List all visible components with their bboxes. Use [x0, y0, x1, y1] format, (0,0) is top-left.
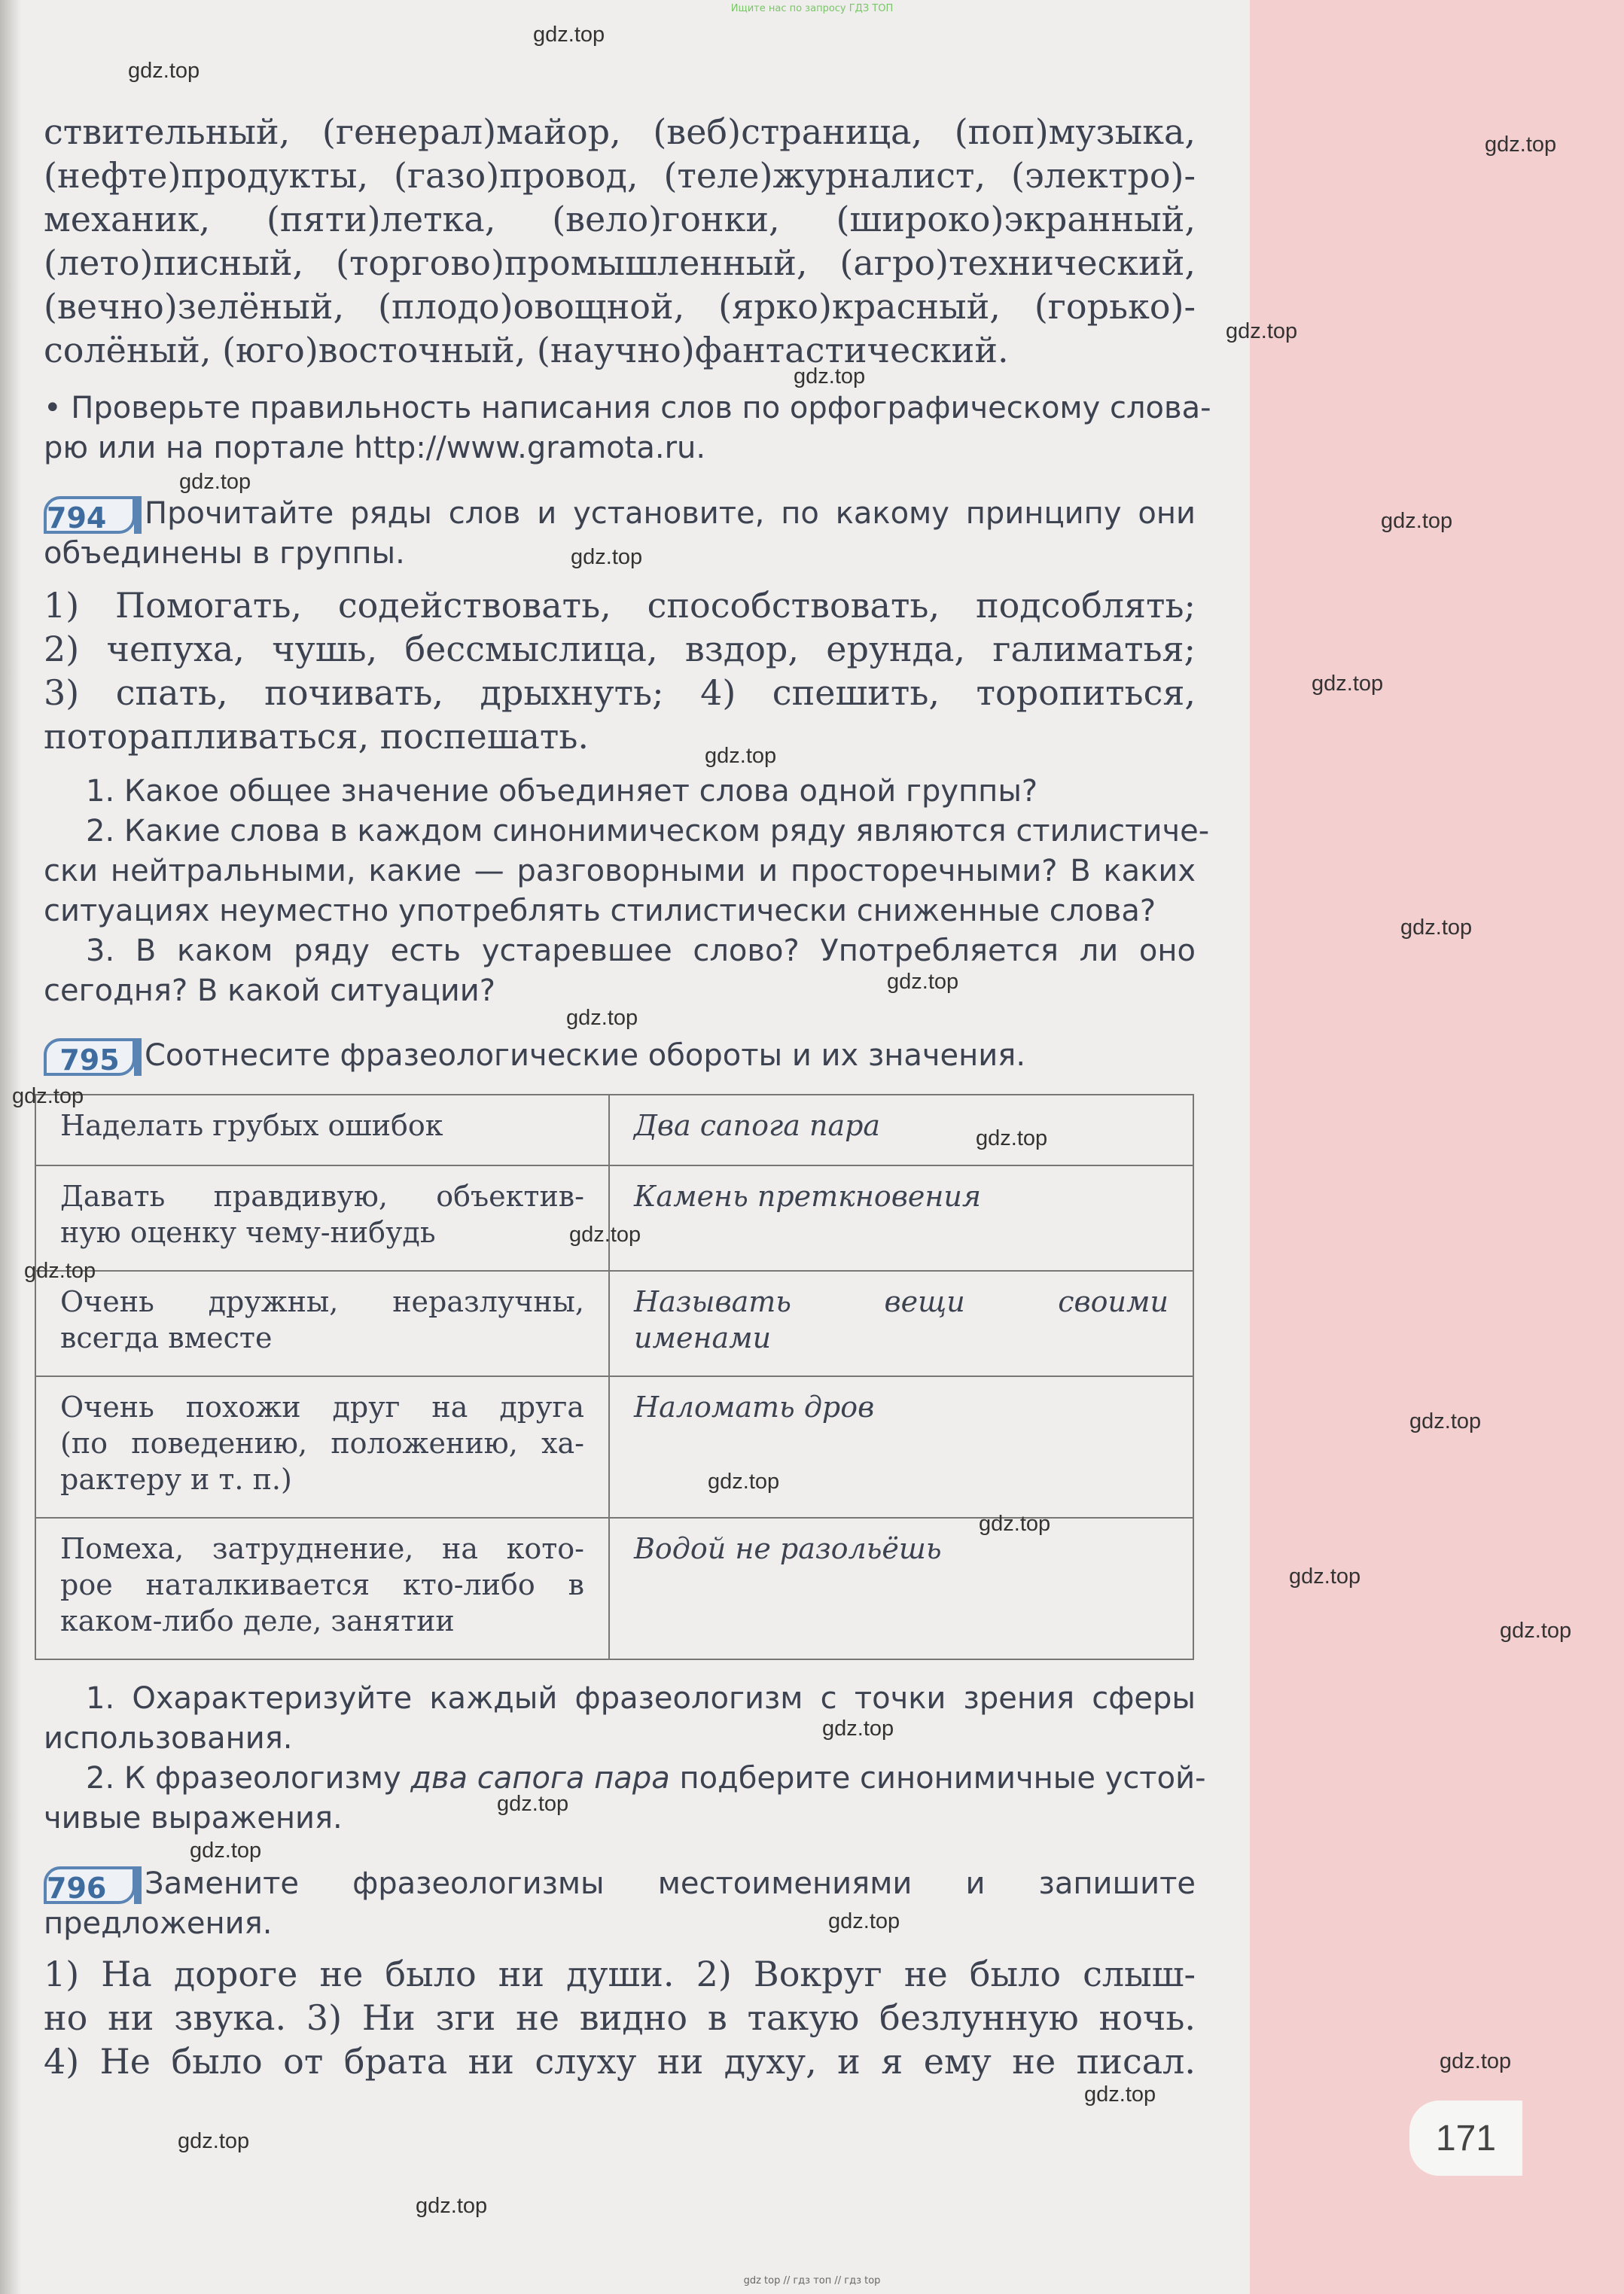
- exercise-795-task-text: Соотнесите фразеологические обороты и их значения.: [145, 1038, 1026, 1073]
- cell-text: Очень дружны, неразлучны,: [60, 1285, 584, 1318]
- question: использования.: [44, 1721, 293, 1756]
- question: 1. Какое общее значение объединяет слова одной группы?: [86, 774, 1038, 809]
- watermark: gdz.top: [497, 1792, 569, 1816]
- page-margin: [1250, 0, 1624, 2294]
- sentence-line: 4) Не было от брата ни слуху ни духу, и я ему не писал.: [44, 2041, 1196, 2082]
- question-text: 2. К фразеологизму: [86, 1761, 411, 1796]
- word-row: 3) спать, почивать, дрыхнуть; 4) спешить, торопиться,: [44, 672, 1196, 713]
- watermark: gdz.top: [24, 1259, 96, 1283]
- watermark: gdz.top: [887, 970, 959, 994]
- intro-line: (лето)писный, (торгово)промышленный, (агро)технический,: [44, 242, 1196, 283]
- exercise-794-task-line1: [44, 494, 1196, 534]
- cell-text: Водой не разольёшь: [634, 1532, 942, 1565]
- meaning-cell: [35, 1271, 609, 1376]
- exercise-796-task: [44, 1864, 1196, 1944]
- watermark: gdz.top: [416, 2194, 488, 2218]
- word-row: 1) Помогать, содействовать, способствовать, подсоблять;: [44, 585, 1196, 626]
- phraseology-table: [35, 1094, 1194, 1660]
- cell-text: рактеру и т. п.): [60, 1463, 292, 1496]
- watermark: gdz.top: [12, 1084, 84, 1108]
- question-text: подберите синонимичные устой-: [669, 1761, 1206, 1796]
- cell-text: (по поведению, положению, ха-: [60, 1427, 584, 1460]
- page-number: 171: [1409, 2101, 1522, 2176]
- phrase-cell: [609, 1165, 1193, 1271]
- watermark: gdz.top: [822, 1717, 894, 1741]
- intro-line: солёный, (юго)восточный, (научно)фантастический.: [44, 330, 1009, 370]
- phrase-cell: [609, 1376, 1193, 1518]
- watermark: gdz.top: [1440, 2049, 1512, 2073]
- meaning-cell: [35, 1095, 609, 1165]
- cell-text: Наломать дров: [634, 1391, 875, 1424]
- exercise-794-text: [44, 583, 1196, 758]
- check-note-line: • Проверьте правильность написания слов по орфографическому слова-: [44, 391, 1211, 425]
- exercise-795-task: [44, 1036, 1196, 1076]
- watermark: gdz.top: [1409, 1409, 1482, 1433]
- question: [44, 1759, 1206, 1799]
- exercise-794-task-text: Прочитайте ряды слов и установите, по какому принципу они: [145, 496, 1196, 531]
- watermark: gdz.top: [569, 1223, 641, 1247]
- watermark: gdz.top: [533, 23, 605, 47]
- cell-text: Называть вещи своими: [634, 1285, 1168, 1318]
- watermark: gdz.top: [979, 1512, 1051, 1536]
- exercise-number-badge: 794: [44, 496, 136, 534]
- watermark: gdz.top: [1400, 915, 1473, 940]
- check-note-line: рю или на портале http://www.gramota.ru.: [44, 431, 706, 465]
- table-row: [35, 1165, 1193, 1271]
- meaning-cell: [35, 1376, 609, 1518]
- watermark: gdz.top: [1500, 1619, 1572, 1643]
- watermark: gdz.top: [566, 1006, 638, 1030]
- cell-text: всегда вместе: [60, 1321, 273, 1354]
- intro-line: (нефте)продукты, (газо)провод, (теле)журналист, (электро)-: [44, 155, 1196, 196]
- meaning-cell: [35, 1165, 609, 1271]
- watermark: gdz.top: [128, 59, 200, 83]
- page-fold-shadow: [0, 0, 21, 2294]
- watermark: gdz.top: [571, 545, 643, 569]
- phrase-cell: [609, 1518, 1193, 1659]
- table-row: [35, 1271, 1193, 1376]
- watermark: gdz.top: [1312, 672, 1384, 696]
- question-italic: два сапога пара: [410, 1761, 670, 1796]
- exercise-796-text: [44, 1952, 1196, 2083]
- cell-text: ную оценку чему-нибудь: [60, 1216, 436, 1249]
- phrase-cell: [609, 1095, 1193, 1165]
- exercise-794-questions: [44, 772, 1210, 1011]
- exercise-795-questions: [44, 1679, 1206, 1839]
- cell-text: Наделать грубых ошибок: [60, 1109, 443, 1142]
- intro-line: (вечно)зелёный, (плодо)овощной, (ярко)красный, (горько)-: [44, 286, 1196, 327]
- word-row: 2) чепуха, чушь, бессмыслица, вздор, ерунда, галиматья;: [44, 629, 1196, 669]
- exercise-number-badge: 795: [44, 1038, 136, 1076]
- question: 2. Какие слова в каждом синонимическом ряду являются стилистиче-: [86, 814, 1210, 848]
- table-row: [35, 1518, 1193, 1659]
- intro-line: ствительный, (генерал)майор, (веб)страница, (поп)музыка,: [44, 111, 1196, 152]
- cell-text: Камень преткновения: [634, 1180, 982, 1213]
- exercise-795-task-line: [44, 1036, 1196, 1076]
- question: ситуациях неуместно употреблять стилистически сниженные слова?: [44, 894, 1156, 928]
- bottom-note: gdz top // гдз топ // гдз top: [743, 2275, 881, 2286]
- watermark: gdz.top: [190, 1839, 262, 1863]
- watermark: gdz.top: [1226, 319, 1298, 343]
- cell-text: каком-либо деле, занятии: [60, 1604, 455, 1637]
- question: сегодня? В какой ситуации?: [44, 973, 495, 1008]
- exercise-796-task-line1: [44, 1864, 1196, 1904]
- watermark: gdz.top: [708, 1470, 780, 1494]
- watermark: gdz.top: [1289, 1564, 1361, 1589]
- watermark: gdz.top: [178, 2129, 250, 2153]
- watermark: gdz.top: [705, 744, 777, 768]
- watermark: gdz.top: [976, 1126, 1048, 1150]
- exercise-794-task-line2: объединены в группы.: [44, 536, 405, 571]
- cell-text: Очень похожи друг на друга: [60, 1391, 584, 1424]
- question: 1. Охарактеризуйте каждый фразеологизм с точки зрения сферы: [86, 1681, 1196, 1716]
- watermark: gdz.top: [1381, 509, 1453, 533]
- sentence-line: но ни звука. 3) Ни зги не видно в такую безлунную ночь.: [44, 1997, 1196, 2038]
- intro-line: механик, (пяти)летка, (вело)гонки, (широко)экранный,: [44, 199, 1196, 239]
- exercise-796-task-line2: предложения.: [44, 1906, 273, 1941]
- watermark: gdz.top: [1485, 133, 1557, 157]
- exercise-number-badge: 796: [44, 1866, 136, 1904]
- question: 3. В каком ряду есть устаревшее слово? Употребляется ли оно: [86, 934, 1196, 968]
- question: ски нейтральными, какие — разговорными и просторечными? В каких: [44, 854, 1196, 888]
- question: чивые выражения.: [44, 1801, 343, 1836]
- intro-word-list: [44, 110, 1196, 372]
- cell-text: именами: [634, 1321, 772, 1354]
- sentence-line: 1) На дороге не было ни души. 2) Вокруг не было слыш-: [44, 1954, 1196, 1994]
- table-row: [35, 1376, 1193, 1518]
- check-note: [44, 388, 1211, 468]
- cell-text: Два сапога пара: [634, 1109, 881, 1142]
- watermark: gdz.top: [1084, 2082, 1156, 2107]
- cell-text: Давать правдивую, объектив-: [60, 1180, 584, 1213]
- watermark: gdz.top: [828, 1909, 900, 1933]
- watermark: gdz.top: [794, 364, 866, 388]
- exercise-796-task-text: Замените фразеологизмы местоимениями и запишите: [145, 1866, 1196, 1901]
- cell-text: рое наталкивается кто-либо в: [60, 1568, 584, 1601]
- cell-text: Помеха, затруднение, на кото-: [60, 1532, 584, 1565]
- meaning-cell: [35, 1518, 609, 1659]
- top-note: Ищите нас по запросу ГДЗ ТОП: [730, 3, 894, 14]
- watermark: gdz.top: [179, 470, 251, 494]
- phrase-cell: [609, 1271, 1193, 1376]
- word-row: поторапливаться, поспешать.: [44, 716, 590, 757]
